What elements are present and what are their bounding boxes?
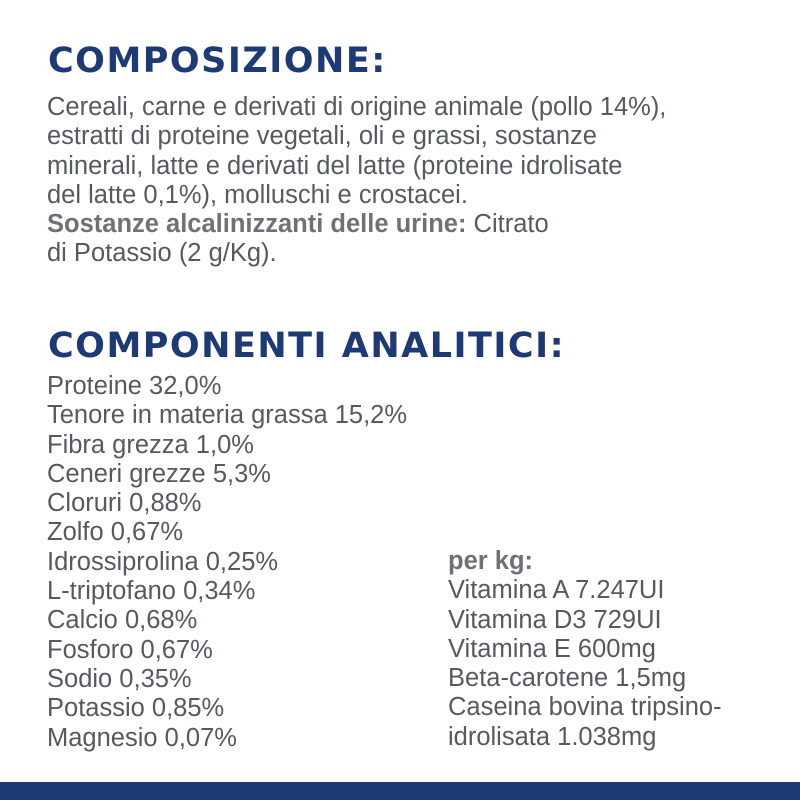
- composition-line: del latte 0,1%), molluschi e crostacei.: [47, 180, 468, 209]
- list-item: idrolisata 1.038mg: [448, 722, 657, 751]
- alkaline-text-continued: di Potassio (2 g/Kg).: [47, 239, 277, 268]
- list-item: Sodio 0,35%: [47, 664, 192, 693]
- list-item: Vitamina D3 729UI: [448, 605, 662, 634]
- list-item: Beta-carotene 1,5mg: [448, 664, 687, 693]
- list-item: Fosforo 0,67%: [47, 635, 213, 664]
- composition-line: minerali, latte e derivati del latte (proteine idrolisate: [47, 151, 623, 180]
- list-item: L-triptofano 0,34%: [47, 577, 256, 606]
- composition-heading: COMPOSIZIONE:: [48, 41, 387, 81]
- bottom-bar: [0, 782, 800, 800]
- list-item: Magnesio 0,07%: [47, 723, 237, 752]
- list-item: Idrossiprolina 0,25%: [47, 547, 279, 576]
- composition-line: Cereali, carne e derivati di origine animale (pollo 14%),: [47, 93, 667, 121]
- list-item: Fibra grezza 1,0%: [47, 430, 254, 459]
- list-item: Ceneri grezze 5,3%: [47, 459, 271, 488]
- list-item: Vitamina E 600mg: [448, 634, 656, 663]
- alkaline-text: Citrato: [466, 210, 549, 239]
- list-item: Caseina bovina tripsino-: [448, 693, 722, 722]
- list-item: Potassio 0,85%: [47, 694, 225, 723]
- analytics-list: [47, 372, 407, 753]
- analytics-heading: COMPONENTI ANALITICI:: [48, 326, 566, 366]
- per-kg-label: per kg:: [448, 547, 534, 575]
- list-item: Zolfo 0,67%: [47, 518, 184, 547]
- composition-line: estratti di proteine vegetali, oli e grassi, sostanze: [47, 122, 597, 151]
- list-item: Vitamina A 7.247UI: [448, 576, 665, 605]
- per-kg-list: [448, 547, 722, 752]
- list-item: Calcio 0,68%: [47, 606, 198, 635]
- composition-paragraph: [47, 93, 787, 269]
- alkaline-label: Sostanze alcalinizzanti delle urine:: [47, 210, 467, 239]
- list-item: Tenore in materia grassa 15,2%: [47, 401, 408, 430]
- list-item: Cloruri 0,88%: [47, 489, 202, 518]
- list-item: Proteine 32,0%: [47, 372, 222, 400]
